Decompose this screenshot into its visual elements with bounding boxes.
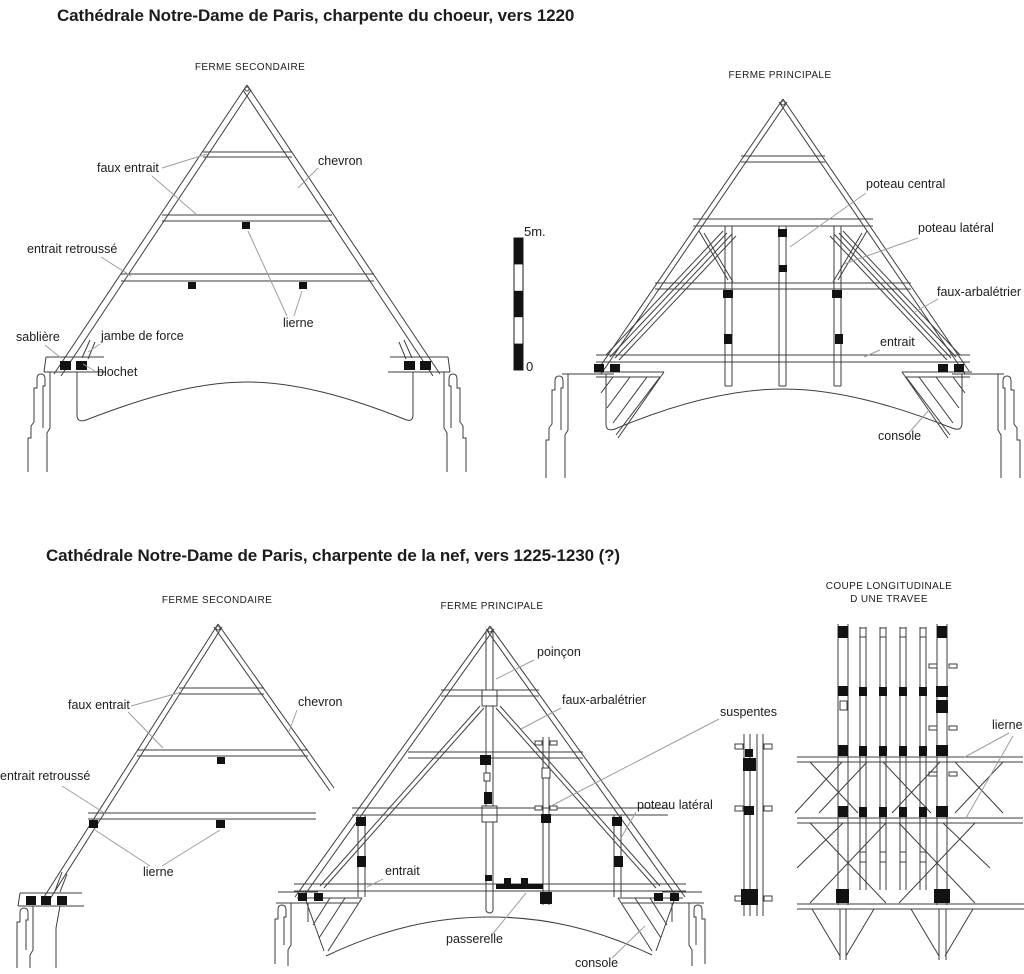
nef-title: Cathédrale Notre-Dame de Paris, charpente de la nef, vers 1225-1230 (?) (46, 546, 620, 565)
suspentes-element-drawing (735, 734, 772, 916)
choeur-ferme-secondaire-drawing (28, 85, 466, 472)
label-suspentes: suspentes (720, 705, 777, 719)
choeur-principale-caption: FERME PRINCIPALE (728, 70, 832, 81)
label-blochet: blochet (97, 365, 138, 379)
label-passerelle: passerelle (446, 932, 503, 946)
label-poteau-lateral-nef: poteau latéral (637, 798, 713, 812)
nef-ferme-principale-drawing (275, 626, 719, 966)
label-faux-entrait-nef: faux entrait (68, 698, 130, 712)
label-lierne: lierne (283, 316, 314, 330)
label-faux-arbaletrier: faux-arbalétrier (937, 285, 1022, 299)
label-poteau-lateral: poteau latéral (918, 221, 994, 235)
choeur-title: Cathédrale Notre-Dame de Paris, charpente du choeur, vers 1220 (57, 6, 575, 25)
label-entrait-retrousse-nef: entrait retroussé (0, 769, 91, 783)
label-faux-entrait: faux entrait (97, 161, 159, 175)
label-chevron: chevron (318, 154, 363, 168)
label-lierne-coupe: lierne (992, 718, 1023, 732)
label-console: console (878, 429, 922, 443)
coupe-longitudinale-drawing (795, 624, 1024, 960)
choeur-secondaire-caption: FERME SECONDAIRE (194, 62, 306, 73)
label-lierne-nef: lierne (143, 865, 174, 879)
label-entrait: entrait (880, 335, 915, 349)
label-poincon: poinçon (537, 645, 581, 659)
label-entrait-retrousse: entrait retroussé (27, 242, 118, 256)
coupe-caption-line2: D UNE TRAVEE (850, 594, 928, 605)
label-entrait-nef: entrait (385, 864, 420, 878)
label-poteau-central: poteau central (866, 177, 946, 191)
coupe-caption-line1: COUPE LONGITUDINALE (825, 581, 953, 592)
nef-secondaire-caption: FERME SECONDAIRE (161, 595, 273, 606)
scale-bottom-label: 0 (526, 359, 534, 374)
label-sabliere: sablière (16, 330, 60, 344)
label-console-nef: console (575, 956, 619, 970)
label-faux-arbaletrier-nef: faux-arbalétrier (562, 693, 647, 707)
label-chevron-nef: chevron (298, 695, 343, 709)
scale-bar (514, 238, 523, 370)
scale-top-label: 5m. (524, 224, 546, 239)
nef-principale-caption: FERME PRINCIPALE (440, 601, 544, 612)
label-jambe-de-force: jambe de force (101, 329, 184, 343)
